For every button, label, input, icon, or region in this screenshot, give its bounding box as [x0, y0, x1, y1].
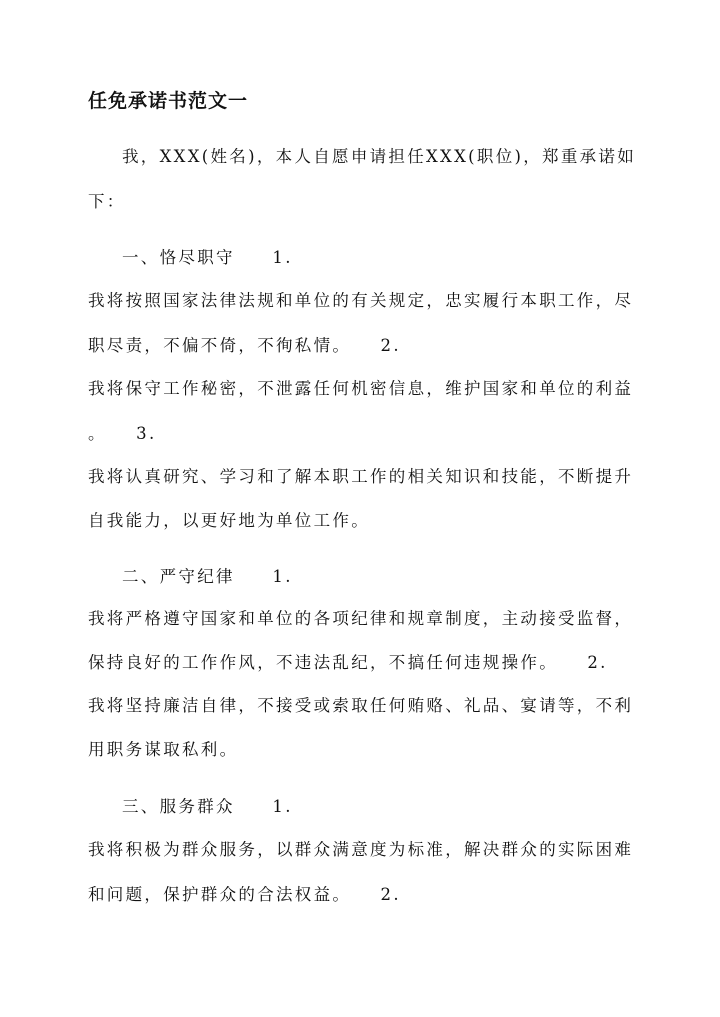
- paragraph-line: 我将按照国家法律法规和单位的有关规定，忠实履行本职工作，尽: [88, 291, 634, 310]
- paragraph-line: 我将严格遵守国家和单位的各项纪律和规章制度，主动接受监督，: [88, 609, 634, 628]
- paragraph-line: 我将保守工作秘密，不泄露任何机密信息，维护国家和单位的利益: [88, 379, 634, 398]
- paragraph-line: 下：: [88, 192, 126, 211]
- paragraph-line: 我将坚持廉洁自律，不接受或索取任何贿赂、礼品、宴请等，不利: [88, 696, 634, 715]
- paragraph-line: 职尽责，不偏不倚，不徇私情。 2.: [88, 336, 401, 355]
- section-heading: 三、服务群众 1.: [122, 797, 293, 816]
- document-title: 任免承诺书范文一: [88, 90, 249, 112]
- paragraph-line: 我，XXX(姓名)，本人自愿申请担任XXX(职位)，郑重承诺如: [122, 147, 637, 166]
- section-heading: 二、严守纪律 1.: [122, 567, 293, 586]
- section-heading: 一、恪尽职守 1.: [122, 248, 293, 267]
- paragraph-line: 和问题，保护群众的合法权益。 2.: [88, 885, 401, 904]
- paragraph-line: 自我能力，以更好地为单位工作。: [88, 511, 370, 530]
- paragraph-line: 保持良好的工作作风，不违法乱纪，不搞任何违规操作。 2.: [88, 653, 608, 672]
- paragraph-line: 我将认真研究、学习和了解本职工作的相关知识和技能，不断提升: [88, 467, 634, 486]
- paragraph-line: 用职务谋取私利。: [88, 740, 239, 759]
- paragraph-line: 我将积极为群众服务，以群众满意度为标准，解决群众的实际困难: [88, 840, 634, 859]
- paragraph-line: 。 3.: [88, 424, 157, 443]
